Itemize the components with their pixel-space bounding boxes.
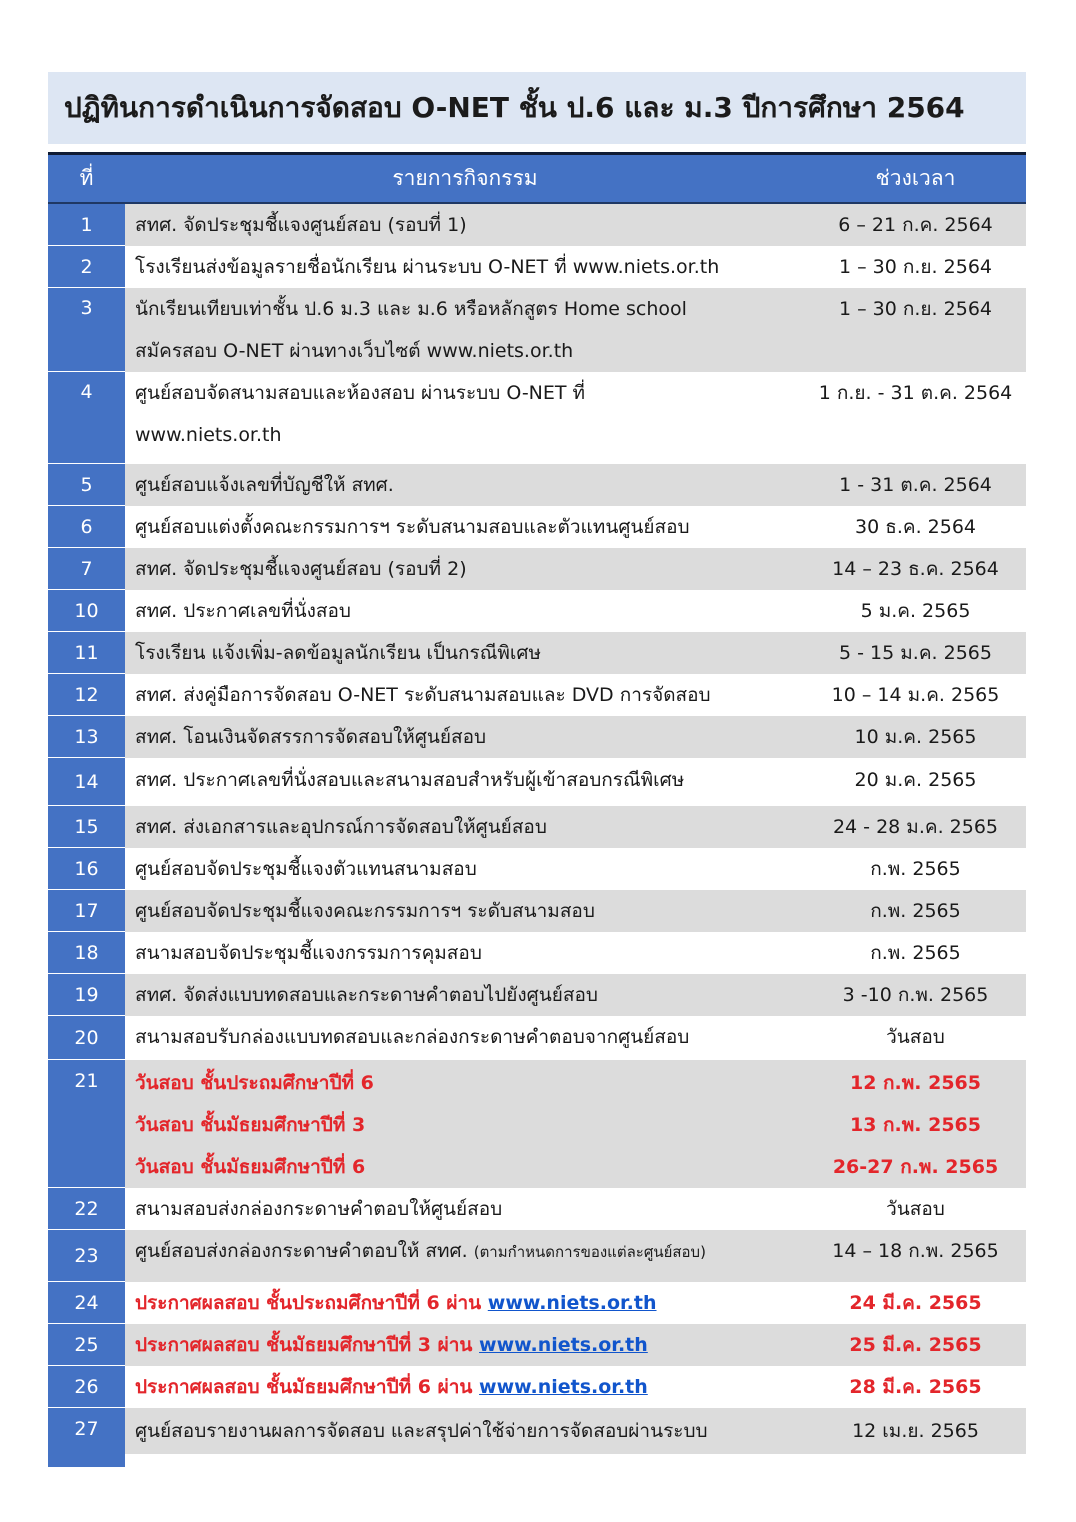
row-number: 24 (48, 1282, 125, 1324)
table-row (48, 1230, 1026, 1282)
row-number: 13 (48, 716, 125, 758)
table-row (48, 758, 1026, 806)
activity-text: สทศ. โอนเงินจัดสรรการจัดสอบให้ศูนย์สอบ (135, 726, 487, 748)
period-text: 10 ม.ค. 2565 (854, 726, 977, 748)
exam-day-date: 26-27 ก.พ. 2565 (832, 1156, 999, 1178)
table-row (48, 806, 1026, 848)
row-number: 17 (48, 890, 125, 932)
row-number: 1 (48, 204, 125, 246)
activity-text: โรงเรียนส่งข้อมูลรายชื่อนักเรียน ผ่านระบบ O-NET ที่ www.niets.or.th (135, 256, 720, 278)
row-number: 7 (48, 548, 125, 590)
table-row (48, 204, 1026, 246)
activity-cell (125, 1236, 805, 1266)
page-title: ปฏิทินการดำเนินการจัดสอบ O-NET ชั้น ป.6 และ ม.3 ปีการศึกษา 2564 (64, 91, 965, 124)
activity-text: สทศ. จัดประชุมชี้แจงศูนย์สอบ (รอบที่ 2) (135, 558, 467, 580)
period-text: ก.พ. 2565 (870, 858, 961, 880)
activity-cell (125, 1372, 805, 1402)
activity-text: ศูนย์สอบจัดประชุมชี้แจงคณะกรรมการฯ ระดับสนามสอบ (135, 900, 595, 922)
table-row (48, 1366, 1026, 1408)
activity-text: สมัครสอบ O-NET ผ่านทางเว็บไซต์ www.niets.or.th (135, 340, 574, 362)
row-number: 2 (48, 246, 125, 288)
table-row (48, 506, 1026, 548)
header-activity: รายการกิจกรรม (392, 166, 538, 190)
activity-text: สนามสอบส่งกล่องกระดาษคำตอบให้ศูนย์สอบ (135, 1198, 503, 1220)
activity-text: สทศ. ส่งเอกสารและอุปกรณ์การจัดสอบให้ศูนย์สอบ (135, 816, 547, 838)
exam-day-text: วันสอบ ชั้นประถมศึกษาปีที่ 6 (135, 1072, 374, 1094)
row-number: 5 (48, 464, 125, 506)
table-row (48, 548, 1026, 590)
row-number: 10 (48, 590, 125, 632)
table-header (48, 152, 1026, 204)
table-row (48, 372, 1026, 464)
activity-text: ประกาศผลสอบ ชั้นมัธยมศึกษาปีที่ 6 ผ่าน (135, 1376, 473, 1398)
row-number: 21 (48, 1060, 125, 1188)
table-row (48, 246, 1026, 288)
period-text: 10 – 14 ม.ค. 2565 (831, 684, 1000, 706)
table-row (48, 590, 1026, 632)
activity-text: ศูนย์สอบจัดสนามสอบและห้องสอบ ผ่านระบบ O-NET ที่ (135, 382, 586, 404)
row-number: 3 (48, 288, 125, 372)
period-text: 5 ม.ค. 2565 (860, 600, 971, 622)
table-row (48, 1282, 1026, 1324)
table-row (48, 464, 1026, 506)
table-row (48, 716, 1026, 758)
activity-cell (125, 1330, 805, 1360)
exam-day-text: วันสอบ ชั้นมัธยมศึกษาปีที่ 6 (135, 1156, 366, 1178)
row-number: 26 (48, 1366, 125, 1408)
period-text: ก.พ. 2565 (870, 942, 961, 964)
header-no: ที่ (79, 166, 94, 190)
activity-text: ศูนย์สอบส่งกล่องกระดาษคำตอบให้ สทศ. (135, 1240, 468, 1262)
row-number: 16 (48, 848, 125, 890)
row-number: 11 (48, 632, 125, 674)
table-row (48, 1188, 1026, 1230)
period-text: 24 - 28 ม.ค. 2565 (832, 816, 999, 838)
table-row (48, 932, 1026, 974)
period-text: 14 – 18 ก.พ. 2565 (832, 1240, 999, 1262)
header-period: ช่วงเวลา (875, 166, 956, 190)
title-banner (48, 72, 1026, 144)
period-text: 12 เม.ย. 2565 (852, 1420, 979, 1442)
row-number: 19 (48, 974, 125, 1016)
niets-link[interactable]: www.niets.or.th (479, 1376, 648, 1398)
activity-text: ประกาศผลสอบ ชั้นประถมศึกษาปีที่ 6 ผ่าน (135, 1292, 482, 1314)
activity-text: ศูนย์สอบรายงานผลการจัดสอบ และสรุปค่าใช้จ่ายการจัดสอบผ่านระบบ (135, 1420, 708, 1442)
period-text: 24 มี.ค. 2565 (849, 1292, 982, 1314)
period-text: วันสอบ (886, 1026, 945, 1048)
period-text: 14 – 23 ธ.ค. 2564 (832, 558, 999, 580)
niets-link[interactable]: www.niets.or.th (479, 1334, 648, 1356)
period-text: 1 - 31 ต.ค. 2564 (839, 474, 992, 496)
row-number: 27 (48, 1408, 125, 1468)
period-text: ก.พ. 2565 (870, 900, 961, 922)
period-text: 25 มี.ค. 2565 (849, 1334, 982, 1356)
activity-text: ศูนย์สอบจัดประชุมชี้แจงตัวแทนสนามสอบ (135, 858, 477, 880)
period-text: 30 ธ.ค. 2564 (855, 516, 976, 538)
activity-text: สนามสอบรับกล่องแบบทดสอบและกล่องกระดาษคำตอบจากศูนย์สอบ (135, 1026, 690, 1048)
row-number: 23 (48, 1230, 125, 1282)
table-row (48, 674, 1026, 716)
activity-note: (ตามกำหนดการของแต่ละศูนย์สอบ) (473, 1243, 706, 1261)
period-text: 20 ม.ค. 2565 (854, 769, 977, 791)
activity-text: สทศ. จัดประชุมชี้แจงศูนย์สอบ (รอบที่ 1) (135, 214, 467, 236)
activity-text: สทศ. ส่งคู่มือการจัดสอบ O-NET ระดับสนามสอบและ DVD การจัดสอบ (135, 684, 711, 706)
period-text: 5 - 15 ม.ค. 2565 (839, 642, 992, 664)
exam-day-text: วันสอบ ชั้นมัธยมศึกษาปีที่ 3 (135, 1114, 366, 1136)
table-row (48, 1060, 1026, 1188)
table-row (48, 288, 1026, 372)
table-row (48, 1324, 1026, 1366)
row-number: 12 (48, 674, 125, 716)
activity-text: สทศ. ประกาศเลขที่นั่งสอบและสนามสอบสำหรับผู้เข้าสอบกรณีพิเศษ (135, 769, 685, 791)
activity-text: นักเรียนเทียบเท่าชั้น ป.6 ม.3 และ ม.6 หรือหลักสูตร Home school (135, 298, 687, 320)
exam-day-date: 12 ก.พ. 2565 (849, 1072, 981, 1094)
table-row (48, 1016, 1026, 1060)
schedule-table (48, 152, 1026, 1468)
activity-text: ศูนย์สอบแต่งตั้งคณะกรรมการฯ ระดับสนามสอบและตัวแทนศูนย์สอบ (135, 516, 690, 538)
row-number: 14 (48, 758, 125, 806)
row-number: 15 (48, 806, 125, 848)
activity-text: สทศ. ประกาศเลขที่นั่งสอบ (135, 600, 351, 622)
row-number: 20 (48, 1016, 125, 1060)
table-row (48, 974, 1026, 1016)
period-text: 6 – 21 ก.ค. 2564 (838, 214, 993, 236)
activity-text: สทศ. จัดส่งแบบทดสอบและกระดาษคำตอบไปยังศูนย์สอบ (135, 984, 598, 1006)
period-text: 28 มี.ค. 2565 (849, 1376, 982, 1398)
row-number: 22 (48, 1188, 125, 1230)
activity-text: ประกาศผลสอบ ชั้นมัธยมศึกษาปีที่ 3 ผ่าน (135, 1334, 473, 1356)
activity-text: www.niets.or.th (135, 424, 282, 446)
period-text: 3 -10 ก.พ. 2565 (842, 984, 989, 1006)
niets-link[interactable]: www.niets.or.th (487, 1292, 657, 1314)
period-text: 1 – 30 ก.ย. 2564 (839, 256, 992, 278)
table-row (48, 1408, 1026, 1468)
exam-day-date: 13 ก.พ. 2565 (849, 1114, 981, 1136)
activity-text: โรงเรียน แจ้งเพิ่ม-ลดข้อมูลนักเรียน เป็นกรณีพิเศษ (135, 642, 541, 664)
row-number: 6 (48, 506, 125, 548)
table-row (48, 632, 1026, 674)
period-text: วันสอบ (886, 1198, 945, 1220)
activity-text: สนามสอบจัดประชุมชี้แจงกรรมการคุมสอบ (135, 942, 482, 964)
activity-cell (125, 1288, 805, 1318)
period-text: 1 – 30 ก.ย. 2564 (839, 298, 992, 320)
table-row (48, 848, 1026, 890)
table-row (48, 890, 1026, 932)
row-number: 25 (48, 1324, 125, 1366)
row-number: 4 (48, 372, 125, 464)
row-number: 18 (48, 932, 125, 974)
period-text: 1 ก.ย. - 31 ต.ค. 2564 (818, 382, 1013, 404)
activity-text: ศูนย์สอบแจ้งเลขที่บัญชีให้ สทศ. (135, 474, 394, 496)
